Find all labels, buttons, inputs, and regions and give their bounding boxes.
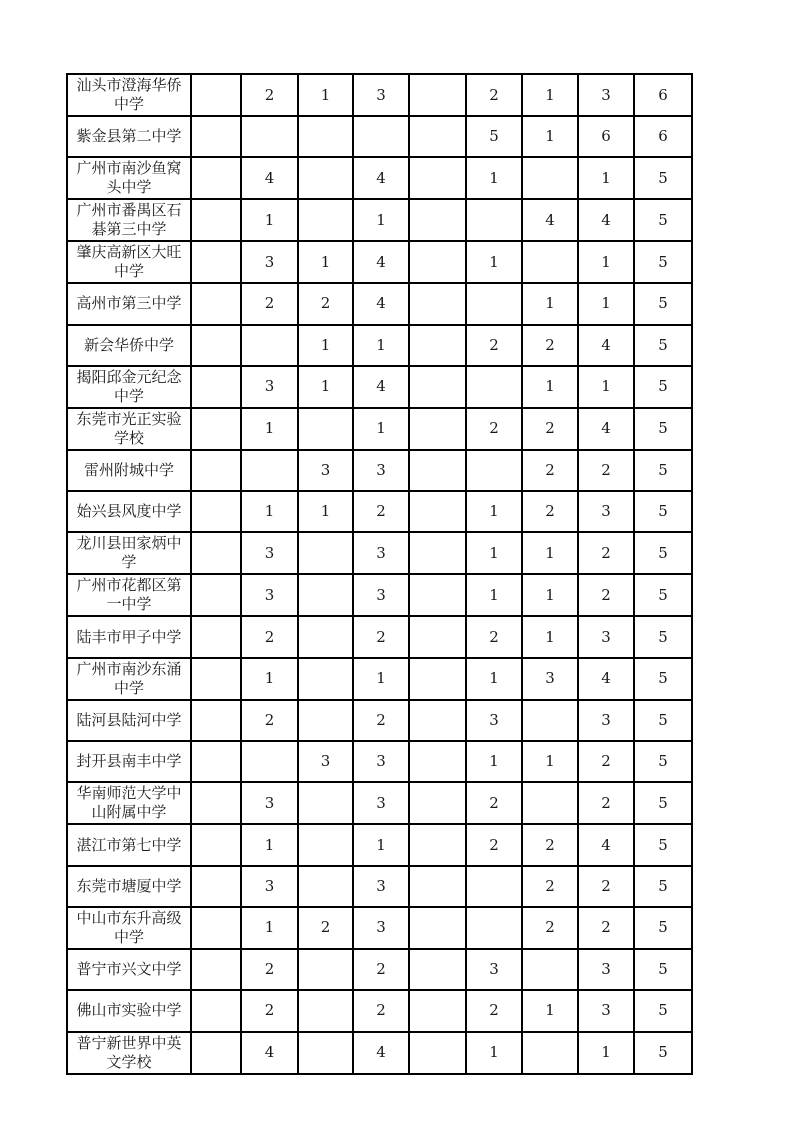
value-cell: 1 bbox=[578, 157, 634, 199]
value-cell: 2 bbox=[522, 325, 578, 366]
value-cell: 4 bbox=[353, 1032, 409, 1074]
value-cell: 5 bbox=[634, 782, 692, 824]
table-row bbox=[67, 782, 692, 824]
value-cell bbox=[298, 949, 353, 990]
value-cell: 1 bbox=[298, 241, 353, 283]
table-row bbox=[67, 1032, 692, 1074]
value-cell: 3 bbox=[241, 532, 298, 574]
value-cell bbox=[191, 283, 241, 324]
value-cell bbox=[466, 283, 522, 324]
value-cell: 3 bbox=[298, 450, 353, 491]
table-row bbox=[67, 325, 692, 366]
value-cell: 5 bbox=[634, 157, 692, 199]
value-cell bbox=[298, 700, 353, 741]
table-row bbox=[67, 949, 692, 990]
value-cell: 1 bbox=[241, 491, 298, 532]
value-cell: 2 bbox=[578, 907, 634, 949]
value-cell: 1 bbox=[466, 658, 522, 700]
value-cell: 1 bbox=[466, 1032, 522, 1074]
table-row bbox=[67, 283, 692, 324]
value-cell bbox=[353, 116, 409, 157]
value-cell: 4 bbox=[578, 658, 634, 700]
value-cell: 1 bbox=[298, 491, 353, 532]
value-cell: 5 bbox=[634, 450, 692, 491]
value-cell bbox=[298, 866, 353, 907]
table-row bbox=[67, 741, 692, 782]
value-cell: 2 bbox=[353, 616, 409, 657]
value-cell: 3 bbox=[298, 741, 353, 782]
value-cell bbox=[191, 532, 241, 574]
value-cell: 2 bbox=[578, 866, 634, 907]
table-row bbox=[67, 408, 692, 450]
table-row bbox=[67, 532, 692, 574]
value-cell: 5 bbox=[634, 532, 692, 574]
value-cell bbox=[409, 74, 466, 116]
school-name-cell: 陆河县陆河中学 bbox=[67, 700, 191, 741]
value-cell bbox=[409, 157, 466, 199]
school-name-cell: 新会华侨中学 bbox=[67, 325, 191, 366]
value-cell: 4 bbox=[578, 325, 634, 366]
table-row bbox=[67, 574, 692, 616]
value-cell: 5 bbox=[634, 990, 692, 1031]
value-cell: 2 bbox=[578, 450, 634, 491]
value-cell bbox=[522, 782, 578, 824]
value-cell: 4 bbox=[241, 1032, 298, 1074]
value-cell bbox=[298, 1032, 353, 1074]
value-cell: 1 bbox=[241, 658, 298, 700]
value-cell: 4 bbox=[353, 157, 409, 199]
value-cell bbox=[191, 658, 241, 700]
value-cell: 2 bbox=[241, 283, 298, 324]
value-cell: 6 bbox=[634, 74, 692, 116]
value-cell bbox=[522, 949, 578, 990]
value-cell bbox=[409, 199, 466, 241]
value-cell: 3 bbox=[353, 450, 409, 491]
value-cell bbox=[191, 574, 241, 616]
value-cell bbox=[298, 658, 353, 700]
value-cell: 1 bbox=[522, 116, 578, 157]
value-cell bbox=[409, 532, 466, 574]
value-cell bbox=[298, 408, 353, 450]
value-cell bbox=[466, 366, 522, 408]
value-cell: 2 bbox=[466, 408, 522, 450]
value-cell: 5 bbox=[634, 366, 692, 408]
value-cell: 5 bbox=[634, 325, 692, 366]
value-cell bbox=[191, 366, 241, 408]
school-name-cell: 中山市东升高级中学 bbox=[67, 907, 191, 949]
school-name-cell: 佛山市实验中学 bbox=[67, 990, 191, 1031]
value-cell: 1 bbox=[522, 574, 578, 616]
value-cell: 5 bbox=[634, 199, 692, 241]
value-cell: 2 bbox=[466, 990, 522, 1031]
value-cell bbox=[409, 366, 466, 408]
value-cell bbox=[522, 157, 578, 199]
value-cell bbox=[522, 1032, 578, 1074]
value-cell: 3 bbox=[578, 616, 634, 657]
value-cell: 5 bbox=[634, 741, 692, 782]
school-name-cell: 紫金县第二中学 bbox=[67, 116, 191, 157]
school-name-cell: 高州市第三中学 bbox=[67, 283, 191, 324]
value-cell: 1 bbox=[522, 616, 578, 657]
value-cell bbox=[466, 907, 522, 949]
value-cell: 6 bbox=[578, 116, 634, 157]
value-cell: 2 bbox=[466, 74, 522, 116]
school-name-cell: 湛江市第七中学 bbox=[67, 824, 191, 865]
value-cell: 2 bbox=[353, 990, 409, 1031]
value-cell: 3 bbox=[241, 574, 298, 616]
school-name-cell: 汕头市澄海华侨中学 bbox=[67, 74, 191, 116]
value-cell: 2 bbox=[522, 824, 578, 865]
value-cell bbox=[241, 450, 298, 491]
value-cell: 2 bbox=[578, 574, 634, 616]
value-cell: 2 bbox=[241, 700, 298, 741]
value-cell: 3 bbox=[353, 866, 409, 907]
value-cell: 2 bbox=[241, 990, 298, 1031]
value-cell: 1 bbox=[578, 1032, 634, 1074]
value-cell: 5 bbox=[634, 283, 692, 324]
value-cell bbox=[409, 491, 466, 532]
value-cell: 1 bbox=[522, 283, 578, 324]
value-cell bbox=[191, 782, 241, 824]
value-cell: 3 bbox=[353, 574, 409, 616]
table-row bbox=[67, 199, 692, 241]
value-cell: 1 bbox=[241, 907, 298, 949]
value-cell bbox=[191, 116, 241, 157]
value-cell: 3 bbox=[578, 700, 634, 741]
value-cell bbox=[191, 325, 241, 366]
value-cell bbox=[298, 782, 353, 824]
value-cell: 2 bbox=[466, 824, 522, 865]
value-cell bbox=[409, 116, 466, 157]
value-cell bbox=[298, 157, 353, 199]
value-cell: 1 bbox=[298, 366, 353, 408]
value-cell: 4 bbox=[353, 283, 409, 324]
value-cell: 3 bbox=[241, 866, 298, 907]
school-name-cell: 广州市南沙东涌中学 bbox=[67, 658, 191, 700]
table-row bbox=[67, 990, 692, 1031]
value-cell bbox=[466, 199, 522, 241]
table-row bbox=[67, 450, 692, 491]
school-name-cell: 普宁市兴文中学 bbox=[67, 949, 191, 990]
value-cell bbox=[409, 408, 466, 450]
school-name-cell: 东莞市塘厦中学 bbox=[67, 866, 191, 907]
value-cell: 3 bbox=[578, 990, 634, 1031]
value-cell bbox=[191, 450, 241, 491]
value-cell bbox=[191, 616, 241, 657]
value-cell: 5 bbox=[634, 658, 692, 700]
value-cell: 3 bbox=[578, 949, 634, 990]
value-cell: 1 bbox=[578, 241, 634, 283]
value-cell bbox=[466, 450, 522, 491]
value-cell: 4 bbox=[241, 157, 298, 199]
school-name-cell: 龙川县田家炳中学 bbox=[67, 532, 191, 574]
value-cell: 2 bbox=[353, 700, 409, 741]
value-cell bbox=[298, 990, 353, 1031]
school-name-cell: 普宁新世界中英文学校 bbox=[67, 1032, 191, 1074]
value-cell bbox=[191, 700, 241, 741]
value-cell bbox=[298, 532, 353, 574]
value-cell: 3 bbox=[578, 491, 634, 532]
value-cell bbox=[191, 491, 241, 532]
school-name-cell: 华南师范大学中山附属中学 bbox=[67, 782, 191, 824]
table-row bbox=[67, 491, 692, 532]
value-cell bbox=[409, 700, 466, 741]
value-cell: 5 bbox=[634, 616, 692, 657]
value-cell: 2 bbox=[466, 782, 522, 824]
value-cell: 3 bbox=[241, 782, 298, 824]
value-cell bbox=[409, 325, 466, 366]
value-cell: 5 bbox=[634, 408, 692, 450]
value-cell: 3 bbox=[353, 907, 409, 949]
value-cell: 2 bbox=[522, 907, 578, 949]
value-cell: 1 bbox=[522, 741, 578, 782]
value-cell: 2 bbox=[522, 408, 578, 450]
value-cell: 3 bbox=[578, 74, 634, 116]
value-cell: 3 bbox=[466, 700, 522, 741]
value-cell: 4 bbox=[578, 824, 634, 865]
value-cell: 2 bbox=[241, 949, 298, 990]
school-name-cell: 广州市番禺区石碁第三中学 bbox=[67, 199, 191, 241]
value-cell: 4 bbox=[522, 199, 578, 241]
value-cell: 1 bbox=[466, 574, 522, 616]
value-cell: 1 bbox=[353, 408, 409, 450]
value-cell: 3 bbox=[353, 782, 409, 824]
value-cell: 4 bbox=[353, 366, 409, 408]
value-cell: 2 bbox=[353, 491, 409, 532]
value-cell bbox=[241, 116, 298, 157]
value-cell: 3 bbox=[353, 74, 409, 116]
school-name-cell: 东莞市光正实验学校 bbox=[67, 408, 191, 450]
value-cell: 1 bbox=[466, 532, 522, 574]
value-cell bbox=[409, 741, 466, 782]
value-cell bbox=[191, 824, 241, 865]
table-row bbox=[67, 824, 692, 865]
value-cell: 2 bbox=[522, 491, 578, 532]
value-cell bbox=[409, 866, 466, 907]
value-cell bbox=[466, 866, 522, 907]
table-row bbox=[67, 616, 692, 657]
value-cell bbox=[409, 990, 466, 1031]
value-cell: 1 bbox=[578, 366, 634, 408]
value-cell: 2 bbox=[578, 532, 634, 574]
school-name-cell: 肇庆高新区大旺中学 bbox=[67, 241, 191, 283]
value-cell bbox=[409, 782, 466, 824]
value-cell: 4 bbox=[578, 199, 634, 241]
value-cell bbox=[191, 949, 241, 990]
value-cell: 5 bbox=[634, 1032, 692, 1074]
value-cell bbox=[191, 408, 241, 450]
table-row bbox=[67, 700, 692, 741]
value-cell: 1 bbox=[298, 74, 353, 116]
value-cell: 5 bbox=[634, 866, 692, 907]
value-cell bbox=[522, 700, 578, 741]
value-cell bbox=[409, 824, 466, 865]
value-cell: 1 bbox=[353, 824, 409, 865]
table-row bbox=[67, 366, 692, 408]
value-cell: 2 bbox=[578, 782, 634, 824]
value-cell: 5 bbox=[634, 241, 692, 283]
value-cell bbox=[191, 1032, 241, 1074]
school-name-cell: 广州市花都区第一中学 bbox=[67, 574, 191, 616]
value-cell: 1 bbox=[466, 491, 522, 532]
value-cell bbox=[409, 616, 466, 657]
value-cell: 1 bbox=[578, 283, 634, 324]
value-cell: 1 bbox=[466, 741, 522, 782]
table-row bbox=[67, 74, 692, 116]
value-cell: 5 bbox=[466, 116, 522, 157]
value-cell: 3 bbox=[353, 532, 409, 574]
school-name-cell: 广州市南沙鱼窝头中学 bbox=[67, 157, 191, 199]
school-statistics-table bbox=[66, 73, 693, 1075]
value-cell: 1 bbox=[353, 199, 409, 241]
value-cell: 5 bbox=[634, 907, 692, 949]
value-cell bbox=[191, 241, 241, 283]
value-cell: 4 bbox=[353, 241, 409, 283]
value-cell: 2 bbox=[353, 949, 409, 990]
table-row bbox=[67, 866, 692, 907]
value-cell: 1 bbox=[298, 325, 353, 366]
value-cell: 1 bbox=[241, 824, 298, 865]
value-cell bbox=[409, 949, 466, 990]
value-cell: 2 bbox=[298, 907, 353, 949]
value-cell bbox=[409, 1032, 466, 1074]
value-cell: 2 bbox=[241, 74, 298, 116]
value-cell: 5 bbox=[634, 949, 692, 990]
value-cell: 2 bbox=[298, 283, 353, 324]
table-row bbox=[67, 157, 692, 199]
value-cell: 1 bbox=[466, 157, 522, 199]
value-cell: 5 bbox=[634, 574, 692, 616]
value-cell: 6 bbox=[634, 116, 692, 157]
value-cell bbox=[241, 741, 298, 782]
value-cell bbox=[409, 574, 466, 616]
value-cell: 1 bbox=[241, 408, 298, 450]
value-cell bbox=[191, 907, 241, 949]
value-cell bbox=[409, 907, 466, 949]
value-cell: 3 bbox=[522, 658, 578, 700]
value-cell bbox=[409, 241, 466, 283]
value-cell bbox=[409, 283, 466, 324]
table-row bbox=[67, 658, 692, 700]
table-row bbox=[67, 116, 692, 157]
value-cell: 2 bbox=[522, 866, 578, 907]
value-cell bbox=[522, 241, 578, 283]
school-table-body bbox=[67, 74, 692, 1074]
value-cell: 1 bbox=[353, 325, 409, 366]
value-cell bbox=[298, 824, 353, 865]
school-name-cell: 封开县南丰中学 bbox=[67, 741, 191, 782]
value-cell: 5 bbox=[634, 700, 692, 741]
school-name-cell: 陆丰市甲子中学 bbox=[67, 616, 191, 657]
value-cell bbox=[191, 866, 241, 907]
value-cell: 1 bbox=[522, 366, 578, 408]
value-cell: 1 bbox=[522, 74, 578, 116]
value-cell bbox=[191, 990, 241, 1031]
value-cell: 2 bbox=[522, 450, 578, 491]
value-cell bbox=[298, 616, 353, 657]
value-cell: 3 bbox=[353, 741, 409, 782]
value-cell bbox=[409, 658, 466, 700]
value-cell bbox=[191, 74, 241, 116]
value-cell: 2 bbox=[466, 616, 522, 657]
value-cell: 3 bbox=[241, 366, 298, 408]
value-cell: 3 bbox=[241, 241, 298, 283]
value-cell: 1 bbox=[522, 532, 578, 574]
value-cell bbox=[191, 199, 241, 241]
value-cell: 4 bbox=[578, 408, 634, 450]
value-cell bbox=[298, 116, 353, 157]
value-cell bbox=[409, 450, 466, 491]
school-name-cell: 雷州附城中学 bbox=[67, 450, 191, 491]
value-cell: 1 bbox=[241, 199, 298, 241]
value-cell: 1 bbox=[466, 241, 522, 283]
value-cell bbox=[298, 199, 353, 241]
value-cell: 5 bbox=[634, 824, 692, 865]
value-cell: 1 bbox=[353, 658, 409, 700]
table-row bbox=[67, 907, 692, 949]
table-row bbox=[67, 241, 692, 283]
value-cell bbox=[191, 157, 241, 199]
value-cell bbox=[191, 741, 241, 782]
school-name-cell: 揭阳邱金元纪念中学 bbox=[67, 366, 191, 408]
value-cell bbox=[298, 574, 353, 616]
value-cell bbox=[241, 325, 298, 366]
value-cell: 5 bbox=[634, 491, 692, 532]
value-cell: 2 bbox=[578, 741, 634, 782]
value-cell: 1 bbox=[522, 990, 578, 1031]
school-name-cell: 始兴县风度中学 bbox=[67, 491, 191, 532]
value-cell: 3 bbox=[466, 949, 522, 990]
value-cell: 2 bbox=[241, 616, 298, 657]
value-cell: 2 bbox=[466, 325, 522, 366]
